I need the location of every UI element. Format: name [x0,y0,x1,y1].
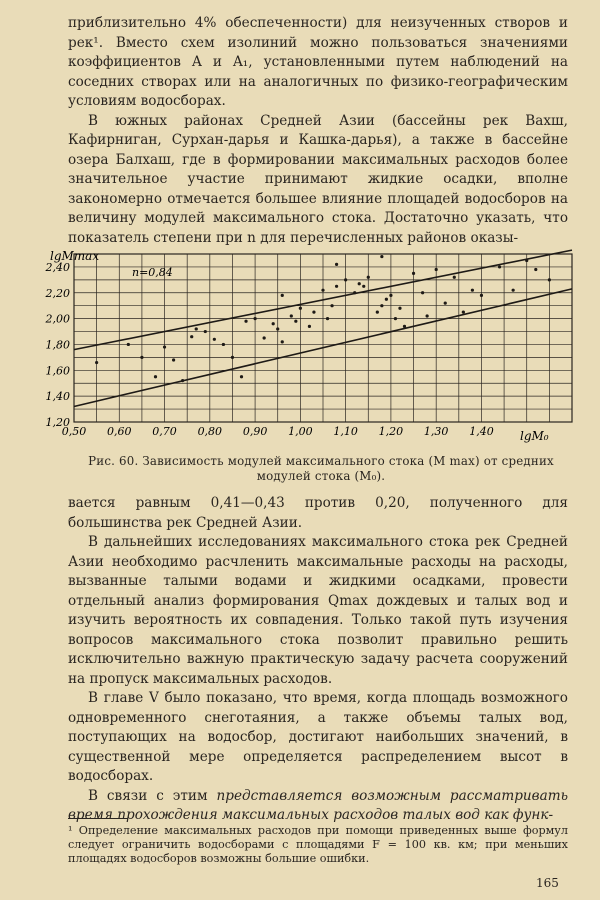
data-point [435,268,438,271]
chart-axes [45,261,494,438]
data-point [471,289,474,292]
x-tick-label: 0,80 [197,425,223,438]
data-point [326,317,329,320]
data-point [163,345,166,348]
paragraph-south: В южных районах Средней Азии (бассейны рек Вахш, Кафирниган, Сурхан-дарья и Кашка-дарья), а также в бассейне озера Балхаш, где в формировании максимальных расходов более значительное участие принимают жидкие осадки, вполне закономерно отмечается большее влияние площадей водосборов на величину модулей максимального стока. Достаточно указать, что показатель степени при n для перечисленных районов оказы- [68,112,568,246]
paragraph-after-chart: вается равным 0,41—0,43 против 0,20, полученного для большинства рек Средней Азии. [68,495,568,531]
y-tick-label: 2,40 [45,260,70,274]
data-point [172,358,175,361]
data-point [95,361,98,364]
y-tick-label: 1,60 [45,364,70,378]
page-number: 165 [536,876,559,890]
data-point [299,307,302,310]
data-point [426,314,429,317]
data-point [344,278,347,281]
data-point [412,272,415,275]
data-point [376,311,379,314]
data-point [222,343,225,346]
data-point [525,259,528,262]
data-point [421,291,424,294]
y-tick-label: 1,40 [45,390,70,404]
text-top [68,14,568,248]
data-point [394,317,397,320]
x-tick-label: 1,10 [333,425,358,438]
data-point [195,327,198,330]
data-point [380,304,383,307]
scatter-chart [40,244,580,450]
data-point [204,330,207,333]
x-tick-label: 1,40 [469,425,494,438]
data-point [353,291,356,294]
data-point [154,375,157,378]
paragraph-chapter5: В главе V было показано, что время, когда площадь возможного одновременного снеготаяния, а также объемы талых вод, поступающих на водосбор, достигают наибольших значений, в существенной мере определяется распределением высот в водосборах. [68,690,568,784]
data-point [244,320,247,323]
data-point [281,294,284,297]
data-point [548,278,551,281]
chart-annotation: n=0,84 [132,266,173,279]
data-point [231,356,234,359]
data-point [480,294,483,297]
data-point [453,276,456,279]
paragraph-last-italic: представляется возможным рассматривать время прохождения максимальных расходов талых вод как функ- [68,787,568,823]
paragraph-last [68,787,568,826]
data-point [190,335,193,338]
data-point [398,307,401,310]
x-axis-label: lgM₀ [520,429,549,443]
data-point [335,263,338,266]
figure-caption: Рис. 60. Зависимость модулей максимального стока (M max) от средних модулей стока (M₀). [88,454,554,483]
data-point [380,255,383,258]
x-tick-label: 0,60 [107,425,132,438]
data-point [362,285,365,288]
footnote-rule [68,818,128,819]
data-point [335,285,338,288]
data-point [127,343,130,346]
y-tick-label: 2,00 [45,312,70,326]
data-point [498,265,501,268]
paragraph-further: В дальнейших исследованиях максимального стока рек Средней Азии необходимо расчленить максимальные расходы на расходы, вызванные талыми водами и жидкими осадками, провести отдельный анализ формирования Qmax дождевых и талых вод и изучить вероятность их совпадения. Только такой путь изучения вопросов максимального стока позволит правильно решить исключительно важную практическую задачу расчета сооружений на пропуск максимальных расходов. [68,534,568,687]
data-point [403,325,406,328]
data-point [512,289,515,292]
data-point [444,302,447,305]
footnote: ¹ Определение максимальных расходов при помощи приведенных выше формул следует ограничить водосборами с площадями F = 100 кв. км; при меньших площадях водосборов возможны большие ошибки. [68,824,568,865]
y-axis-label: lgMmax [50,249,100,263]
data-point [240,375,243,378]
paragraph-last-lead: В связи с этим [88,787,208,804]
data-point [534,268,537,271]
y-tick-label: 1,80 [45,338,70,352]
x-tick-label: 0,70 [152,425,177,438]
y-tick-label: 1,20 [45,416,70,429]
data-point [213,338,216,341]
data-point [330,304,333,307]
data-point [140,356,143,359]
x-tick-label: 1,00 [288,425,313,438]
y-tick-label: 2,20 [45,286,70,300]
data-point [462,311,465,314]
text-bottom [68,494,568,826]
data-point [367,276,370,279]
data-point [276,327,279,330]
data-point [181,379,184,382]
data-point [290,314,293,317]
x-tick-label: 0,90 [242,425,268,438]
data-point [385,298,388,301]
data-point [389,294,392,297]
paragraph-top: приблизительно 4% обеспеченности) для неизученных створов и рек¹. Вместо схем изолиний можно пользоваться значениями коэффициентов A и A₁, установленными путем наблюдений на соседних створах или на аналогичных по физико-географическим условиям водосборах. [68,15,568,109]
x-tick-label: 0,50 [61,425,87,438]
data-point [253,317,256,320]
data-point [263,336,266,339]
data-point [321,289,324,292]
chart-grid [74,254,572,422]
x-tick-label: 1,20 [378,425,404,438]
data-point [272,322,275,325]
data-point [281,340,284,343]
data-point [294,320,297,323]
data-point [312,311,315,314]
x-tick-label: 1,30 [423,425,449,438]
data-point [308,325,311,328]
data-point [358,282,361,285]
